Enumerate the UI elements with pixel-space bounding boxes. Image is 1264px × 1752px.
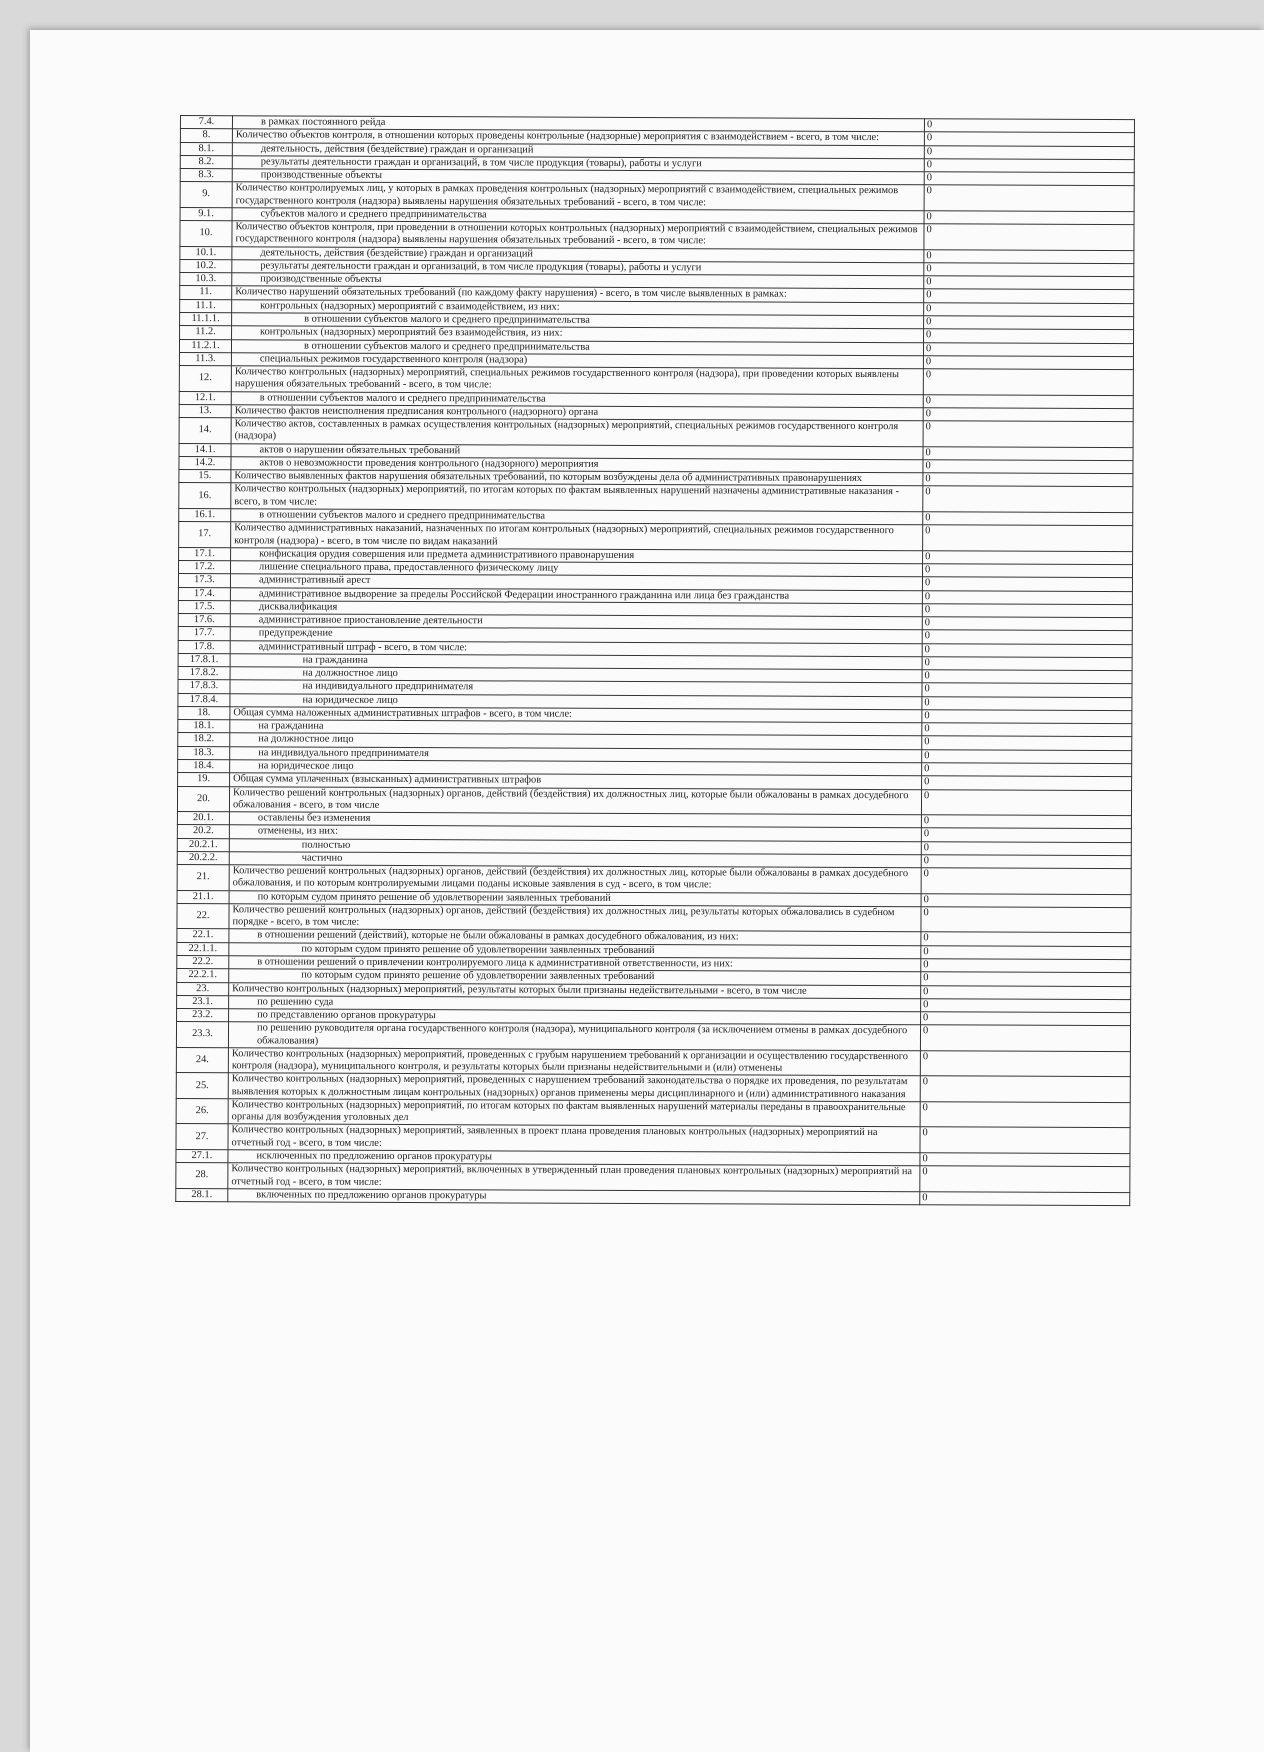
row-value: 0 xyxy=(921,932,1131,946)
table-row xyxy=(180,221,1134,251)
row-description: контрольных (надзорных) мероприятий с взаимодействием, из них: xyxy=(232,299,924,315)
table-row xyxy=(176,1188,1130,1205)
row-value: 0 xyxy=(923,473,1133,487)
row-number: 22.1.1. xyxy=(177,942,229,955)
row-description: Количество актов, составленных в рамках осуществления контрольных (надзорных) мероприятий, специальных режимов государственного контроля (надзора) xyxy=(231,418,923,447)
row-number: 10.3. xyxy=(180,273,232,286)
row-number: 10.1. xyxy=(180,246,232,259)
row-description: Количество контрольных (надзорных) мероприятий, заявленных в проект плана проведения плановых контрольных (надзорных) мероприятий на отчетный год - всего, в том числе: xyxy=(228,1124,920,1153)
row-value: 0 xyxy=(923,551,1133,565)
row-description: Количество контрольных (надзорных) мероприятий, по итогам которых по фактам выявленных нарушений назначены административные наказания - всего, в том числе: xyxy=(231,483,923,512)
row-value: 0 xyxy=(921,985,1131,999)
row-value: 0 xyxy=(923,342,1133,356)
row-number: 17. xyxy=(179,522,231,548)
row-number: 28. xyxy=(176,1163,228,1189)
row-description: в отношении субъектов малого и среднего предпринимательства xyxy=(231,509,923,525)
row-number: 27.1. xyxy=(176,1149,228,1162)
row-number: 14. xyxy=(179,418,231,444)
row-value: 0 xyxy=(920,1166,1130,1192)
row-number: 12. xyxy=(179,366,231,392)
report-table xyxy=(175,115,1135,1206)
report-table-body xyxy=(176,116,1135,1206)
row-number: 14.1. xyxy=(179,443,231,456)
row-number: 17.8.2. xyxy=(178,667,230,680)
row-number: 9.1. xyxy=(180,207,232,220)
row-number: 28.1. xyxy=(176,1188,228,1201)
row-value: 0 xyxy=(920,1102,1130,1128)
row-value: 0 xyxy=(922,564,1132,578)
row-value: 0 xyxy=(922,617,1132,631)
row-number: 17.8.3. xyxy=(178,680,230,693)
row-description: Количество выявленных фактов нарушения обязательных требований, по которым возбуждены дела об административных правонарушениях xyxy=(231,470,923,486)
row-number: 18.2. xyxy=(178,733,230,746)
row-description: деятельность, действия (бездействие) граждан и организаций xyxy=(232,246,924,262)
row-number: 26. xyxy=(176,1098,228,1124)
row-description: на юридическое лицо xyxy=(230,693,922,709)
row-value: 0 xyxy=(921,893,1131,907)
row-number: 18.4. xyxy=(178,760,230,773)
row-number: 20. xyxy=(177,786,229,812)
row-value: 0 xyxy=(923,356,1133,370)
row-description: результаты деятельности граждан и организаций, в том числе продукция (товары), работы и услуги xyxy=(232,260,924,276)
row-value: 0 xyxy=(920,1076,1130,1102)
row-value: 0 xyxy=(924,329,1134,343)
row-description: контрольных (надзорных) мероприятий без взаимодействия, из них: xyxy=(232,326,924,342)
row-number: 18.1. xyxy=(178,720,230,733)
row-description: по представлению органов прокуратуры xyxy=(229,1009,921,1025)
row-description: Количество решений контрольных (надзорных) органов, действий (бездействия) их должностных лиц, которые были обжалованы в рамках досудебного обжалования - всего, в том числе xyxy=(229,786,921,815)
table-row xyxy=(176,1047,1130,1077)
scanned-page xyxy=(30,30,1264,1752)
row-number: 17.1. xyxy=(179,547,231,560)
row-number: 22. xyxy=(177,903,229,929)
row-number: 27. xyxy=(176,1124,228,1150)
row-number: 17.6. xyxy=(178,614,230,627)
row-description: административный арест xyxy=(230,574,922,590)
row-number: 17.8.4. xyxy=(178,693,230,706)
row-description: частично xyxy=(229,852,921,868)
row-description: в отношении решений о привлечении контролируемого лица к административной ответственности, из них: xyxy=(229,956,921,972)
row-number: 11.3. xyxy=(179,352,231,365)
row-number: 24. xyxy=(176,1047,228,1073)
row-description: конфискация орудия совершения или предмета административного правонарушения xyxy=(231,547,923,563)
row-number: 11.2. xyxy=(180,326,232,339)
row-value: 0 xyxy=(924,211,1134,225)
row-description: в отношении субъектов малого и среднего предпринимательства xyxy=(231,391,923,407)
table-row xyxy=(176,1098,1130,1128)
row-value: 0 xyxy=(924,224,1134,250)
row-number: 8.1. xyxy=(180,142,232,155)
row-value: 0 xyxy=(924,276,1134,290)
row-value: 0 xyxy=(920,1153,1130,1167)
row-description: Количество решений контрольных (надзорных) органов, действий (бездействия) их должностных лиц, которые были обжалованы в рамках досудебного обжалования, и по которым контролируемыми лицами поданы исковые заявления в суд - всего, в том числе: xyxy=(229,865,921,894)
row-description: Количество контрольных (надзорных) мероприятий, проведенных с грубым нарушением требований к организации и осуществлению государственного контроля (надзора), муниципального контроля, и результаты которых были признаны недействительными и (или) отменены xyxy=(228,1048,920,1077)
row-value: 0 xyxy=(923,486,1133,512)
row-value: 0 xyxy=(922,683,1132,697)
row-number: 9. xyxy=(180,182,232,208)
row-number: 23. xyxy=(177,982,229,995)
row-value: 0 xyxy=(921,945,1131,959)
table-row xyxy=(177,903,1131,933)
row-value: 0 xyxy=(923,369,1133,395)
row-description: полностью xyxy=(229,838,921,854)
row-description: Общая сумма уплаченных (взысканных) административных штрафов xyxy=(230,773,922,789)
row-value: 0 xyxy=(922,710,1132,724)
report-sheet xyxy=(175,115,1135,1206)
row-number: 23.1. xyxy=(177,995,229,1008)
row-value: 0 xyxy=(922,763,1132,777)
row-value: 0 xyxy=(924,145,1134,159)
row-value: 0 xyxy=(921,907,1131,933)
row-number: 22.2. xyxy=(177,955,229,968)
row-value: 0 xyxy=(922,630,1132,644)
row-value: 0 xyxy=(923,394,1133,408)
row-number: 21.1. xyxy=(177,890,229,903)
row-value: 0 xyxy=(921,959,1131,973)
row-number: 7.4. xyxy=(180,116,232,129)
row-value: 0 xyxy=(922,749,1132,763)
row-value: 0 xyxy=(922,776,1132,790)
row-value: 0 xyxy=(924,119,1134,133)
row-number: 25. xyxy=(176,1073,228,1099)
row-number: 13. xyxy=(179,404,231,417)
row-description: специальных режимов государственного контроля (надзора) xyxy=(231,353,923,369)
table-row xyxy=(176,1124,1130,1154)
row-description: Количество объектов контроля, в отношении которых проведены контрольные (надзорные) мероприятия с взаимодействием - всего, в том числе: xyxy=(232,129,924,145)
row-value: 0 xyxy=(924,159,1134,173)
row-value: 0 xyxy=(922,643,1132,657)
row-number: 8.2. xyxy=(180,155,232,168)
table-row xyxy=(176,1073,1130,1103)
row-description: Количество нарушений обязательных требований (по каждому факту нарушения) - всего, в том числе выявленных в рамках: xyxy=(232,286,924,302)
row-description: производственные объекты xyxy=(232,169,924,185)
row-description: Количество контрольных (надзорных) мероприятий, включенных в утвержденный план проведения плановых контрольных (надзорных) мероприятий на отчетный год - всего, в том числе: xyxy=(228,1163,920,1192)
row-number: 8.3. xyxy=(180,169,232,182)
row-description: производственные объекты xyxy=(232,273,924,289)
row-value: 0 xyxy=(924,289,1134,303)
row-description: Количество контрольных (надзорных) мероприятий, результаты которых были признаны недействительными - всего, в том числе xyxy=(229,982,921,998)
row-description: Общая сумма наложенных административных штрафов - всего, в том числе: xyxy=(230,707,922,723)
row-value: 0 xyxy=(924,302,1134,316)
row-description: исключенных по предложению органов прокуратуры xyxy=(228,1150,920,1166)
row-description: лишение специального права, предоставленного физическому лицу xyxy=(230,561,922,577)
row-description: по которым судом принято решение об удовлетворении заявленных требований xyxy=(229,969,921,985)
row-description: на должностное лицо xyxy=(230,733,922,749)
row-description: административное приостановление деятельности xyxy=(230,614,922,630)
row-number: 11.1.1. xyxy=(180,312,232,325)
row-description: деятельность, действия (бездействие) граждан и организаций xyxy=(232,142,924,158)
row-number: 10. xyxy=(180,221,232,247)
row-number: 17.5. xyxy=(178,600,230,613)
row-value: 0 xyxy=(924,185,1134,211)
row-number: 20.2. xyxy=(177,825,229,838)
table-row xyxy=(176,1163,1130,1193)
table-row xyxy=(179,522,1133,552)
row-number: 23.3. xyxy=(176,1022,228,1048)
row-number: 17.8.1. xyxy=(178,653,230,666)
row-description: субъектов малого и среднего предпринимательства xyxy=(232,208,924,224)
row-description: на должностное лицо xyxy=(230,667,922,683)
row-description: по решению руководителя органа государственного контроля (надзора), муниципального контроля (за исключением отмены в рамках досудебного обжалования) xyxy=(228,1022,920,1051)
row-value: 0 xyxy=(921,1012,1131,1026)
row-value: 0 xyxy=(921,999,1131,1013)
row-value: 0 xyxy=(922,604,1132,618)
row-number: 17.2. xyxy=(178,561,230,574)
row-value: 0 xyxy=(921,815,1131,829)
row-description: в отношении решений (действий), которые не были обжалованы в рамках досудебного обжалования, из них: xyxy=(229,929,921,945)
row-value: 0 xyxy=(922,590,1132,604)
row-number: 19. xyxy=(178,773,230,786)
row-value: 0 xyxy=(922,723,1132,737)
row-description: на гражданина xyxy=(230,654,922,670)
row-description: актов о невозможности проведения контрольного (надзорного) мероприятия xyxy=(231,457,923,473)
row-description: в отношении субъектов малого и среднего предпринимательства xyxy=(231,339,923,355)
row-number: 10.2. xyxy=(180,259,232,272)
row-value: 0 xyxy=(923,460,1133,474)
row-description: по которым судом принято решение об удовлетворении заявленных требований xyxy=(229,942,921,958)
row-number: 11. xyxy=(180,286,232,299)
row-value: 0 xyxy=(921,855,1131,869)
row-number: 15. xyxy=(179,470,231,483)
row-value: 0 xyxy=(922,736,1132,750)
row-number: 11.1. xyxy=(180,299,232,312)
row-value: 0 xyxy=(922,670,1132,684)
row-value: 0 xyxy=(923,446,1133,460)
row-description: Количество фактов неисполнения предписания контрольного (надзорного) органа xyxy=(231,405,923,421)
row-description: дисквалификация xyxy=(230,601,922,617)
row-number: 16.1. xyxy=(179,508,231,521)
row-description: предупреждение xyxy=(230,627,922,643)
row-description: на гражданина xyxy=(230,720,922,736)
row-description: результаты деятельности граждан и организаций, в том числе продукция (товары), работы и услуги xyxy=(232,156,924,172)
row-value: 0 xyxy=(920,1025,1130,1051)
row-number: 8. xyxy=(180,129,232,142)
row-value: 0 xyxy=(923,512,1133,526)
row-value: 0 xyxy=(924,249,1134,263)
row-description: оставлены без изменения xyxy=(229,812,921,828)
row-description: административное выдворение за пределы Российской Федерации иностранного гражданина или лица без гражданства xyxy=(230,587,922,603)
row-description: на юридическое лицо xyxy=(230,760,922,776)
row-value: 0 xyxy=(924,263,1134,277)
row-value: 0 xyxy=(923,421,1133,447)
row-value: 0 xyxy=(924,316,1134,330)
row-number: 17.4. xyxy=(178,587,230,600)
row-value: 0 xyxy=(922,696,1132,710)
row-value: 0 xyxy=(921,868,1131,894)
row-description: Количество контрольных (надзорных) мероприятий, по итогам которых по фактам выявленных нарушений материалы переданы в правоохранительные органы для возбуждения уголовных дел xyxy=(228,1099,920,1128)
row-value: 0 xyxy=(923,525,1133,551)
row-number: 17.7. xyxy=(178,627,230,640)
row-description: отменены, из них: xyxy=(229,825,921,841)
row-number: 20.1. xyxy=(177,812,229,825)
table-row xyxy=(179,366,1133,396)
row-number: 18.3. xyxy=(178,746,230,759)
row-number: 11.2.1. xyxy=(179,339,231,352)
row-value: 0 xyxy=(921,789,1131,815)
row-description: в рамках постоянного рейда xyxy=(232,116,924,132)
row-number: 22.1. xyxy=(177,929,229,942)
row-description: по решению суда xyxy=(229,996,921,1012)
row-number: 17.8. xyxy=(178,640,230,653)
row-value: 0 xyxy=(921,841,1131,855)
row-description: административный штраф - всего, в том числе: xyxy=(230,640,922,656)
row-value: 0 xyxy=(920,1192,1130,1206)
row-description: Количество контролируемых лиц, у которых в рамках проведения контрольных (надзорных) мероприятий с взаимодействием, специальных режимов государственного контроля (надзора) выявлены нарушения обязательных требований - всего, в том числе: xyxy=(232,182,924,211)
row-description: Количество решений контрольных (надзорных) органов, действий (бездействия) их должностных лиц, результаты которых обжаловались в судебном порядке - всего, в том числе: xyxy=(229,904,921,933)
row-description: Количество объектов контроля, при проведении в отношении которых контрольных (надзорных) мероприятий с взаимодействием, специальных режимов государственного контроля (надзора) выявлены нарушения обязательных требований - всего, в том числе: xyxy=(232,221,924,250)
row-description: в отношении субъектов малого и среднего предпринимательства xyxy=(232,313,924,329)
row-description: включенных по предложению органов прокуратуры xyxy=(228,1189,920,1205)
row-description: по которым судом принято решение об удовлетворении заявленных требований xyxy=(229,890,921,906)
row-description: Количество контрольных (надзорных) мероприятий, специальных режимов государственного контроля (надзора), при проведении которых выявлены нарушения обязательных требований - всего, в том числе: xyxy=(231,366,923,395)
row-number: 21. xyxy=(177,865,229,891)
row-number: 16. xyxy=(179,483,231,509)
row-number: 23.2. xyxy=(177,1009,229,1022)
row-value: 0 xyxy=(921,972,1131,986)
row-description: на индивидуального предпринимателя xyxy=(230,680,922,696)
table-row xyxy=(180,182,1134,212)
row-value: 0 xyxy=(924,172,1134,186)
row-description: Количество контрольных (надзорных) мероприятий, проведенных с нарушением требований законодательства о порядке их проведения, по результатам выявления которых к должностным лицам контрольных (надзорных) органов применены меры дисциплинарного и (или) административного наказания xyxy=(228,1073,920,1102)
row-number: 14.2. xyxy=(179,456,231,469)
row-number: 20.2.1. xyxy=(177,838,229,851)
row-number: 17.3. xyxy=(178,574,230,587)
table-row xyxy=(177,786,1131,816)
row-value: 0 xyxy=(922,577,1132,591)
row-value: 0 xyxy=(920,1051,1130,1077)
row-number: 12.1. xyxy=(179,391,231,404)
table-row xyxy=(177,865,1131,895)
row-description: актов о нарушении обязательных требований xyxy=(231,443,923,459)
row-description: Количество административных наказаний, назначенных по итогам контрольных (надзорных) мероприятий, специальных режимов государственного контроля (надзора) - всего, в том числе по видам наказаний xyxy=(231,522,923,551)
row-number: 18. xyxy=(178,706,230,719)
row-value: 0 xyxy=(923,408,1133,422)
row-value: 0 xyxy=(920,1127,1130,1153)
row-value: 0 xyxy=(922,657,1132,671)
row-number: 22.2.1. xyxy=(177,969,229,982)
row-number: 20.2.2. xyxy=(177,851,229,864)
row-value: 0 xyxy=(921,828,1131,842)
row-value: 0 xyxy=(924,132,1134,146)
row-description: на индивидуального предпринимателя xyxy=(230,746,922,762)
